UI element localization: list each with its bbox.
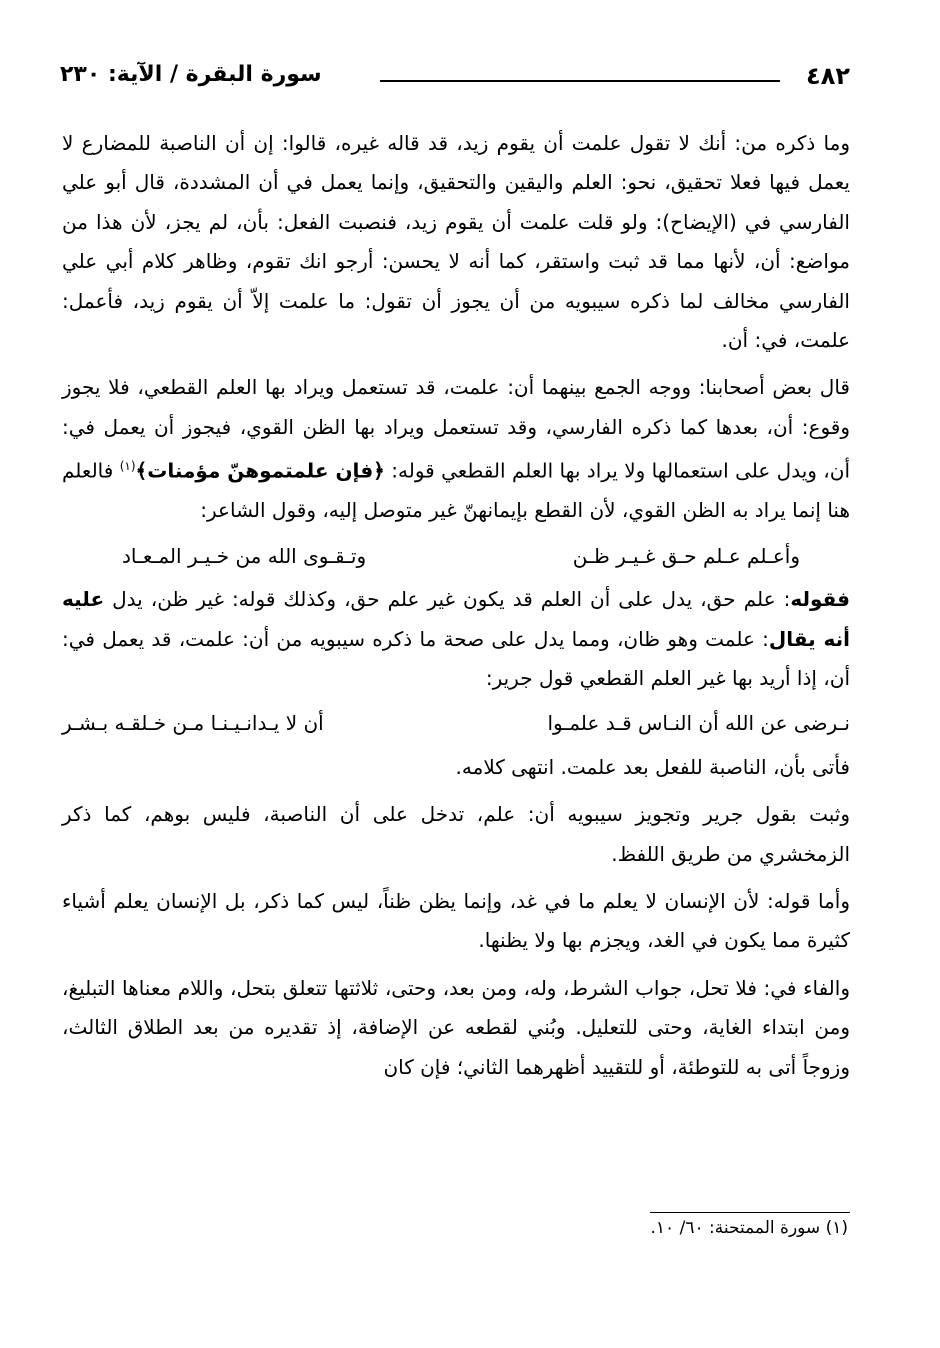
paragraph: وثبت بقول جرير وتجويز سيبويه أن: علم، تدخل على أن الناصبة، فليس بوهم، كما ذكر الزمخشري من طريق اللفظ. bbox=[62, 802, 850, 866]
paragraph-text: فالعلم هنا إنما يراد به الظن القوي، لأن القطع بإيمانهنّ غير متوصل إليه، وقول الشاعر: bbox=[62, 458, 850, 523]
paragraph: وما ذكره من: أنك لا تقول علمت أن يقوم زيد، قد قاله غيره، قالوا: إن أن الناصبة للمضارع لا يعمل فيها فعلا تحقيق، نحو: العلم واليقين والتحقيق، وإنما يعمل في أن المشددة، قال أبو علي الفارسي في (الإيضاح): ولو قلت علمت أن يقوم زيد، فنصبت الفعل: بأن، لم يجز، لأن هذا من مواضع: أن، لأنها مما قد ثبت واستقر، كما أنه لا يحسن: أرجو انك تقوم، وظاهر كلام أبي علي الفارسي مخالف لما ذكره سيبويه من أن يجوز أن تقول: ما علمت إلاّ أن يقوم زيد، فأعمل: علمت، في: أن. bbox=[62, 131, 850, 353]
quran-verse: ﴿فإن علمتموهنّ مؤمنات﴾ bbox=[135, 458, 385, 483]
bold-lead: فقوله bbox=[790, 587, 850, 612]
paragraph-text: قال بعض أصحابنا: ووجه الجمع بينهما أن: علمت، قد تستعمل ويراد بها العلم القطعي، فلا يجوز وقوع: أن، بعدها كما ذكره الفارسي، وقد تستعمل ويراد بها الظن القوي، فيجوز أن يعمل في: أن، ويدل على استعمالها ولا يراد بها العلم القطعي قوله: bbox=[62, 375, 851, 483]
page-header bbox=[60, 58, 850, 94]
header-rule bbox=[380, 80, 780, 82]
paragraph-text: : علمت وهو ظان، ومما يدل على صحة ما ذكره سيبويه من أن: علمت، قد يعمل في: أن، إذا أريد بها غير العلم القطعي قول جرير: bbox=[62, 626, 850, 690]
page-body bbox=[62, 124, 850, 1087]
surah-reference: سورة البقرة / الآية: ٢٣٠ bbox=[60, 62, 322, 87]
verse-left-hemistich: وتـقـوى الله من خـيـر المـعـاد bbox=[122, 543, 367, 568]
footnote-marker: (١) bbox=[119, 459, 136, 474]
paragraph bbox=[62, 580, 850, 698]
paragraph: والفاء في: فلا تحل، جواب الشرط، وله، ومن بعد، وحتى، ثلاثتها تتعلق بتحل، واللام معناها التبليغ، ومن ابتداء الغاية، وحتى للتعليل. وبُني لقطعه عن الإضافة، إذ تقديره من بعد الطلاق الثالث، وزوجاً أتى به للتوطئة، أو للتقييد أظهرهما الثاني؛ فإن كان bbox=[62, 975, 850, 1079]
paragraph bbox=[62, 368, 850, 530]
footnote-rule bbox=[650, 1212, 850, 1213]
bold-phrase: عليه أنه يقال bbox=[62, 587, 850, 651]
verse-right-hemistich: نـرضى عن الله أن النـاس قـد علمـوا bbox=[547, 711, 850, 736]
footnote: (١) سورة الممتحنة: ٦٠/ ١٠. bbox=[650, 1218, 848, 1238]
paragraph-text: : علم حق، يدل على أن العلم قد يكون غير علم حق، وكذلك قوله: غير ظن، يدل bbox=[104, 587, 791, 612]
poetry-verse bbox=[62, 537, 850, 576]
poetry-verse bbox=[62, 704, 850, 743]
verse-left-hemistich: أن لا يـدانـيـنـا مـن خـلقـه بـشـر bbox=[62, 711, 324, 736]
verse-right-hemistich: وأعـلم عـلم حـق غـيـر ظـن bbox=[572, 543, 800, 568]
paragraph: وأما قوله: لأن الإنسان لا يعلم ما في غد، وإنما يظن ظناً، ليس كما ذكر، بل الإنسان يعلم أشياء كثيرة مما يكون في الغد، ويجزم بها ولا يظنها. bbox=[62, 888, 850, 953]
page-number: ٤٨٢ bbox=[806, 62, 850, 90]
paragraph: فأتى بأن، الناصبة للفعل بعد علمت. انتهى كلامه. bbox=[455, 754, 850, 779]
